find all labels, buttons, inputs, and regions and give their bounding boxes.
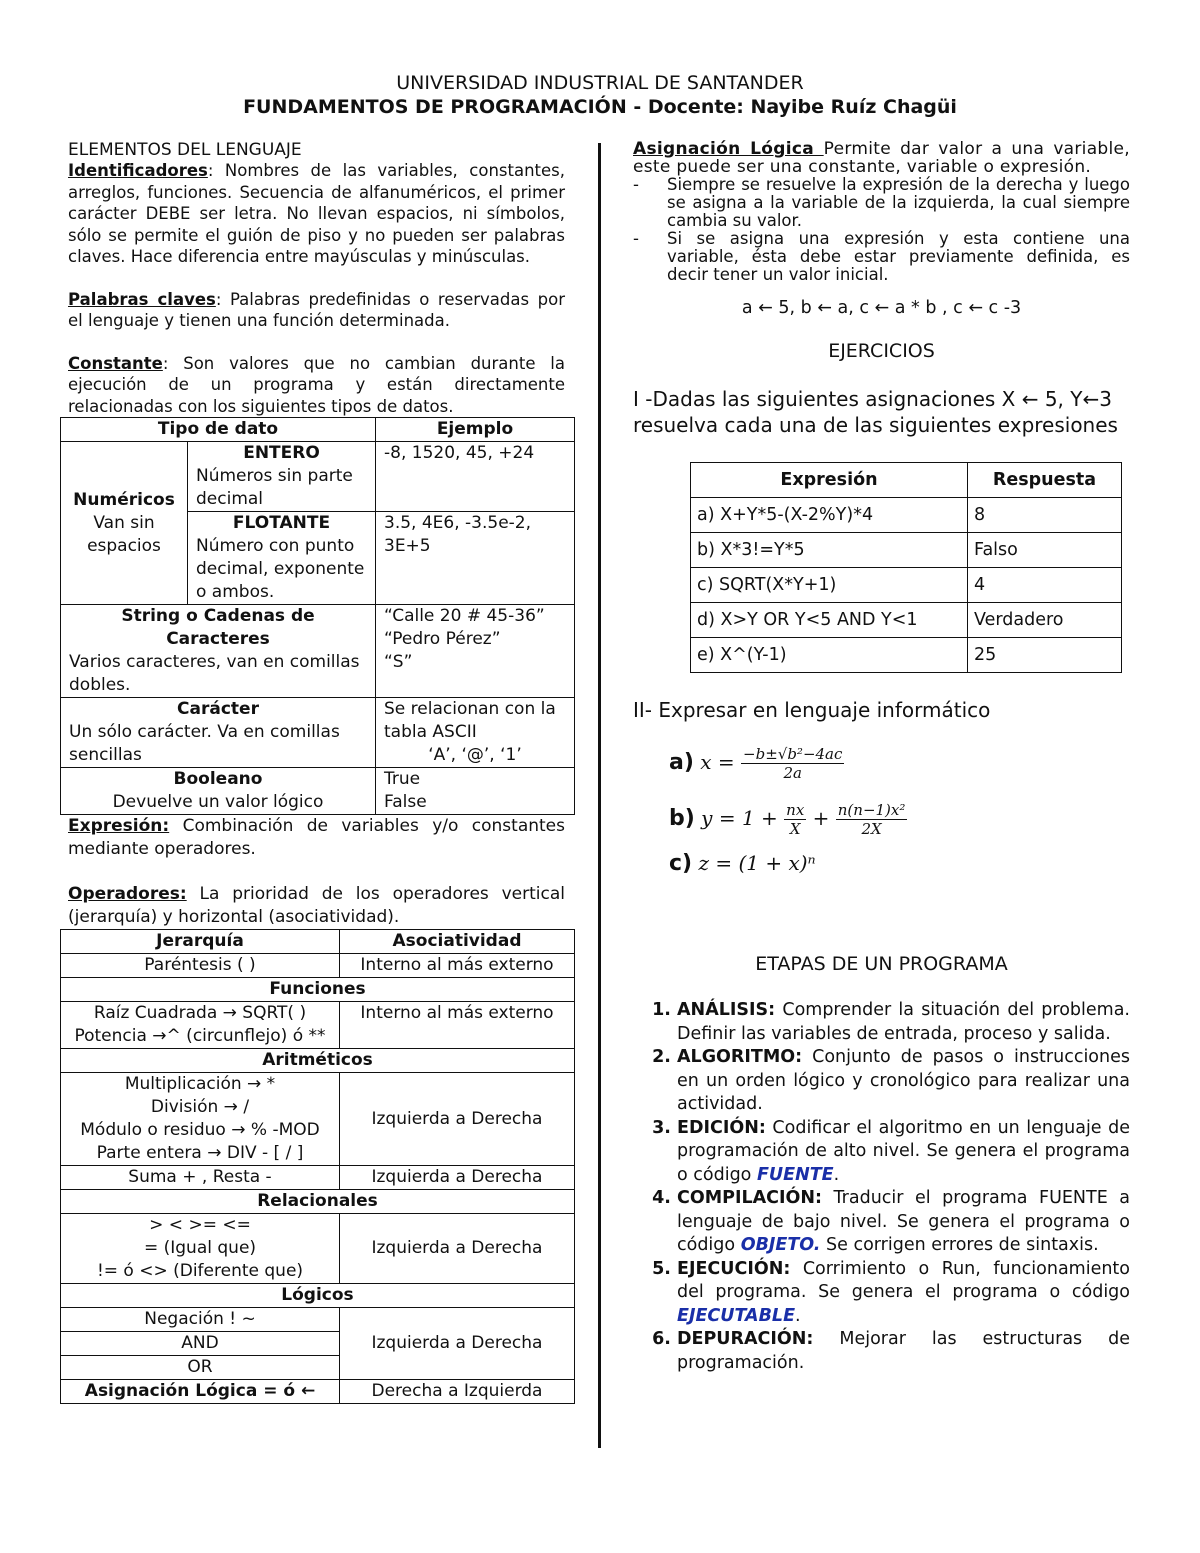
booleano-ej2: False — [384, 792, 427, 812]
exercise-2-text: II- Expresar en lenguaje informático — [633, 698, 991, 722]
th-respuesta: Respuesta — [968, 463, 1122, 498]
cell-flotante-ej: 3.5, 4E6, -3.5e-2, 3E+5 — [376, 512, 575, 605]
formula-b-lhs: y = 1 + — [701, 806, 778, 830]
op-funciones — [61, 1002, 340, 1049]
op-suma: Suma + , Resta - — [61, 1166, 340, 1190]
resp-a: 8 — [968, 498, 1122, 533]
expr-d: d) X>Y OR Y<5 AND Y<1 — [691, 603, 968, 638]
op-aritmeticos-asoc: Izquierda a Derecha — [340, 1073, 575, 1166]
cell-caracter-ej — [376, 698, 575, 768]
th-expresion: Expresión — [691, 463, 968, 498]
op-relacionales — [61, 1214, 340, 1284]
op-ent: Parte entera → DIV - [ / ] — [96, 1143, 304, 1163]
cell-booleano-ej — [376, 768, 575, 815]
cell-flotante — [188, 512, 376, 605]
list-item: 3. EDICIÓN: Codificar el algoritmo en un lenguaje de programación de alto nivel. Se genera el programa o código FUENTE. — [677, 1117, 1130, 1188]
column-divider — [598, 143, 601, 1448]
formula-a-fraction — [741, 745, 844, 782]
keyword-objeto: OBJETO. — [740, 1235, 821, 1255]
flotante-desc: Número con punto decimal, exponente o ambos. — [196, 536, 365, 602]
expr-a: a) X+Y*5-(X-2%Y)*4 — [691, 498, 968, 533]
formula-a-label: a) — [669, 750, 694, 775]
op-mult: Multiplicación → * — [124, 1074, 276, 1094]
resp-b: Falso — [968, 533, 1122, 568]
formula-b-den2: 2X — [861, 820, 882, 838]
entero-label: ENTERO — [243, 443, 320, 463]
formula-b-fraction-1 — [784, 801, 806, 838]
dash-item-1: - Siempre se resuelve la expresión de la derecha y luego se asigna a la variable de la izquierda, la cual siempre cambia su valor. — [633, 175, 1130, 230]
palabras-paragraph — [68, 289, 565, 332]
stages-list — [633, 999, 1130, 1375]
assignment-example: a ← 5, b ← a, c ← a * b , c ← c -3 — [741, 298, 1022, 318]
dash-text-2: Si se asigna una expresión y esta contiene una variable, ésta debe estar previamente definida, es decir tener un valor inicial. — [667, 229, 1130, 284]
formula-c — [669, 851, 1130, 891]
booleano-ej1: True — [384, 769, 421, 789]
op-rel3: != ó <> (Diferente que) — [96, 1261, 304, 1281]
op-suma-asoc: Izquierda a Derecha — [340, 1166, 575, 1190]
group-funciones: Funciones — [61, 978, 575, 1002]
formula-b-num1: nx — [786, 801, 805, 819]
th-tipo: Tipo de dato — [61, 418, 376, 442]
op-aritmeticos — [61, 1073, 340, 1166]
operadores-term: Operadores: — [68, 884, 187, 904]
op-relacionales-asoc: Izquierda a Derecha — [340, 1214, 575, 1284]
dash-item-2: - Si se asigna una expresión y esta contiene una variable, ésta debe estar previamente definida, es decir tener un valor inicial. — [633, 229, 1130, 284]
group-relacionales: Relacionales — [61, 1190, 575, 1214]
table-row — [691, 638, 1122, 673]
constante-text: : Son valores que no cambian durante la ejecución de un programa y están directamente relacionadas con los siguientes tipos de datos. — [68, 353, 565, 416]
op-potencia: Potencia →^ (circunflejo) ó ** — [74, 1026, 326, 1046]
op-asignacion-asoc: Derecha a Izquierda — [340, 1380, 575, 1404]
expresion-paragraph — [68, 815, 565, 861]
caracter-ej1: Se relacionan con la tabla ASCII — [384, 699, 556, 742]
expr-b: b) X*3!=Y*5 — [691, 533, 968, 568]
string-ej2: “Pedro Pérez” — [384, 629, 501, 649]
exercise-1-text: I -Dadas las siguientes asignaciones X ← 5, Y←3 resuelva cada una de las siguientes expresiones — [633, 387, 1118, 437]
resp-e: 25 — [968, 638, 1122, 673]
op-logicos-asoc: Izquierda a Derecha — [340, 1308, 575, 1380]
dash-text-1: Siempre se resuelve la expresión de la derecha y luego se asigna a la variable de la izquierda, la cual siempre cambia su valor. — [667, 175, 1130, 230]
entero-desc: Números sin parte decimal — [196, 466, 353, 509]
header-course: FUNDAMENTOS DE PROGRAMACIÓN - Docente: Nayibe Ruíz Chagüi — [243, 96, 957, 118]
th-ejemplo: Ejemplo — [376, 418, 575, 442]
flotante-label: FLOTANTE — [232, 513, 331, 533]
op-asignacion: Asignación Lógica = ó ← — [61, 1380, 340, 1404]
op-parentesis: Paréntesis ( ) — [61, 954, 340, 978]
left-column — [68, 140, 565, 1404]
op-and: AND — [61, 1332, 340, 1356]
cell-booleano — [61, 768, 376, 815]
header-university: UNIVERSIDAD INDUSTRIAL DE SANTANDER — [396, 72, 804, 94]
table-row — [691, 498, 1122, 533]
numericos-label: Numéricos — [73, 489, 175, 510]
cell-caracter — [61, 698, 376, 768]
caracter-desc: Un sólo carácter. Va en comillas sencillas — [69, 722, 340, 765]
formula-c-expr: z = (1 + x)ⁿ — [698, 851, 816, 875]
formula-a — [669, 745, 1130, 801]
list-item: 5. EJECUCIÓN: Corrimiento o Run, funcionamiento del programa. Se genera el programa o código EJECUTABLE. — [677, 1258, 1130, 1329]
cell-entero — [188, 442, 376, 512]
th-jerarquia: Jerarquía — [61, 930, 340, 954]
formula-b — [669, 801, 1130, 851]
constante-term: Constante — [68, 353, 163, 373]
th-asociatividad: Asociatividad — [340, 930, 575, 954]
section-title-elementos: ELEMENTOS DEL LENGUAJE — [68, 140, 302, 160]
caracter-ej2: ‘A’, ‘@’, ‘1’ — [428, 745, 522, 765]
op-rel2: = (Igual que) — [143, 1238, 257, 1258]
op-parentesis-asoc: Interno al más externo — [340, 954, 575, 978]
expr-c: c) SQRT(X*Y+1) — [691, 568, 968, 603]
op-mod: Módulo o residuo → % -MOD — [80, 1120, 320, 1140]
table-row — [691, 533, 1122, 568]
group-aritmeticos: Aritméticos — [61, 1049, 575, 1073]
string-label: String o Cadenas de Caracteres — [121, 606, 315, 649]
formula-a-den: 2a — [783, 764, 802, 782]
string-ej3: “S” — [384, 652, 413, 672]
keyword-fuente: FUENTE — [756, 1164, 834, 1185]
operadores-text: La prioridad de los operadores vertical (jerarquía) y horizontal (asociatividad). — [68, 884, 565, 927]
keyword-ejecutable: EJECUTABLE — [677, 1305, 796, 1326]
formula-a-num: −b±√b²−4ac — [743, 745, 843, 763]
formula-b-num2: n(n−1)x² — [837, 801, 906, 819]
list-item: 2. ALGORITMO: Conjunto de pasos o instrucciones en un orden lógico y cronológico para realizar una actividad. — [677, 1046, 1130, 1117]
cell-numericos — [61, 442, 188, 605]
table-row — [691, 603, 1122, 638]
cell-entero-ej: -8, 1520, 45, +24 — [376, 442, 575, 512]
numericos-sub: Van sin espacios — [87, 512, 161, 556]
op-negacion: Negación ! ~ — [61, 1308, 340, 1332]
op-raiz: Raíz Cuadrada → SQRT( ) — [93, 1003, 307, 1023]
booleano-desc: Devuelve un valor lógico — [112, 792, 324, 812]
formula-b-plus: + — [812, 806, 830, 830]
identificadores-paragraph — [68, 160, 565, 268]
list-item: 6. DEPURACIÓN: Mejorar las estructuras de programación. — [677, 1328, 1130, 1375]
operadores-paragraph — [68, 883, 565, 929]
expresion-term: Expresión: — [68, 816, 170, 836]
expr-e: e) X^(Y-1) — [691, 638, 968, 673]
data-types-table — [60, 417, 575, 815]
identificadores-text: : Nombres de las variables, constantes, arreglos, funciones. Secuencia de alfanuméricos, el primer carácter DEBE ser letra. No llevan espacios, ni símbolos, sólo se permite el guión de piso y no pueden ser palabras claves. Hace diferencia entre mayúsculas y minúsculas. — [68, 161, 565, 266]
formulas — [669, 745, 1130, 891]
asignacion-text: Permite dar valor a una variable, este puede ser una constante, variable o expresión. — [633, 139, 1130, 177]
ejercicios-title: EJERCICIOS — [828, 340, 935, 362]
booleano-label: Booleano — [173, 769, 263, 789]
right-column — [633, 140, 1130, 1375]
expresion-text: Combinación de variables y/o constantes mediante operadores. — [68, 816, 565, 859]
cell-string — [61, 605, 376, 698]
formula-b-fraction-2 — [836, 801, 908, 838]
op-div: División → / — [150, 1097, 250, 1117]
asignacion-term: Asignación Lógica — [633, 139, 824, 159]
formula-a-lhs: x = — [700, 750, 735, 774]
asignacion-paragraph — [633, 140, 1130, 176]
string-ej1: “Calle 20 # 45-36” — [384, 606, 545, 626]
list-item: 1. ANÁLISIS: Comprender la situación del problema. Definir las variables de entrada, proceso y salida. — [677, 999, 1130, 1046]
etapas-title: ETAPAS DE UN PROGRAMA — [755, 953, 1008, 975]
constante-paragraph — [68, 353, 565, 418]
op-rel1: > < >= <= — [149, 1215, 251, 1235]
formula-b-label: b) — [669, 806, 695, 831]
operators-table — [60, 929, 575, 1404]
string-desc: Varios caracteres, van en comillas dobles. — [69, 652, 360, 695]
list-item: 4. COMPILACIÓN: Traducir el programa FUENTE a lenguaje de bajo nivel. Se genera el programa o código OBJETO. Se corrigen errores de sintaxis. — [677, 1187, 1130, 1258]
op-funciones-asoc: Interno al más externo — [340, 1002, 575, 1049]
caracter-label: Carácter — [177, 699, 259, 719]
op-or: OR — [61, 1356, 340, 1380]
palabras-text: : Palabras predefinidas o reservadas por el lenguaje y tienen una función determinada. — [68, 289, 565, 330]
resp-d: Verdadero — [968, 603, 1122, 638]
identificadores-term: Identificadores — [68, 161, 208, 180]
expressions-table — [690, 462, 1122, 673]
cell-string-ej — [376, 605, 575, 698]
formula-c-label: c) — [669, 851, 693, 876]
group-logicos: Lógicos — [61, 1284, 575, 1308]
formula-b-den1: X — [789, 820, 801, 838]
table-row — [691, 568, 1122, 603]
resp-c: 4 — [968, 568, 1122, 603]
palabras-term: Palabras claves — [68, 289, 216, 309]
